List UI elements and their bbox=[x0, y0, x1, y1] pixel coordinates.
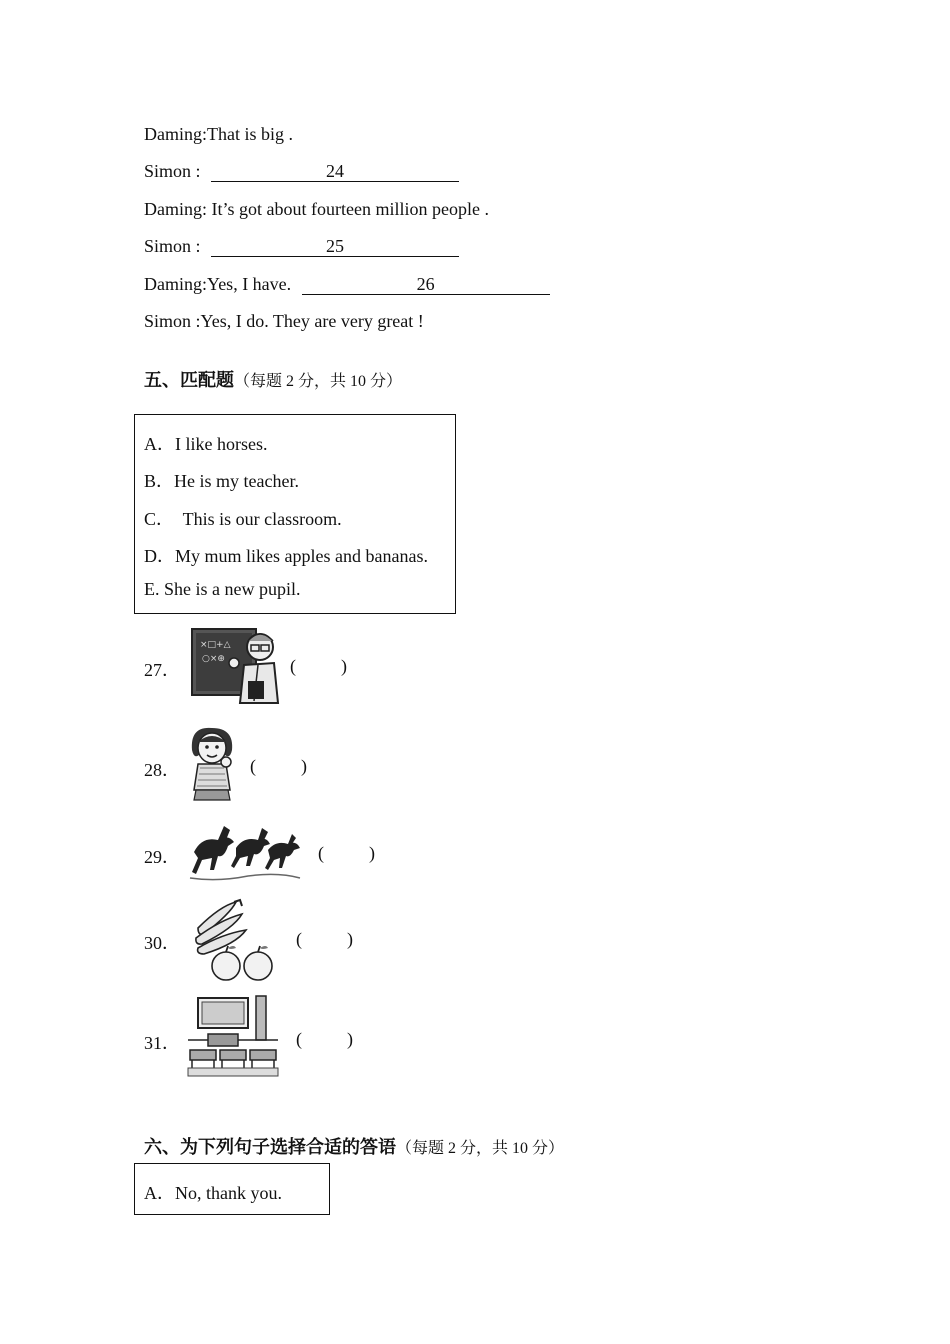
dialogue-text: Yes, I have. bbox=[207, 274, 292, 294]
option-e: E. She is a new pupil. bbox=[144, 579, 301, 599]
speaker: Simon : bbox=[144, 311, 201, 331]
section-five-heading bbox=[144, 366, 402, 392]
speaker: Simon : bbox=[144, 236, 201, 256]
dialogue-text: That is big . bbox=[207, 124, 293, 144]
section-score: （每题 2 分，共 10 分） bbox=[234, 373, 403, 390]
item-number-27: 27． bbox=[144, 660, 180, 680]
svg-text:×□+△: ×□+△ bbox=[200, 640, 231, 650]
section-score: （每题 2 分，共 10 分） bbox=[396, 1140, 565, 1157]
option-b: B．He is my teacher. bbox=[144, 471, 299, 491]
item-number-29: 29． bbox=[144, 847, 180, 867]
answer-blank-25[interactable]: 25 bbox=[211, 237, 459, 257]
section-six-heading bbox=[144, 1133, 564, 1159]
option-a: A．I like horses. bbox=[144, 434, 268, 454]
item-number-28: 28． bbox=[144, 760, 180, 780]
answer-paren-30[interactable]: ( ) bbox=[296, 929, 353, 949]
running-horses-icon bbox=[188, 818, 303, 889]
speaker: Daming: bbox=[144, 124, 207, 144]
dialogue-line-4 bbox=[144, 236, 459, 257]
section-title: 六、为下列句子选择合适的答语 bbox=[144, 1137, 396, 1157]
speaker: Daming: bbox=[144, 274, 207, 294]
dialogue-line-1 bbox=[144, 124, 293, 145]
answer-paren-28[interactable]: ( ) bbox=[250, 756, 307, 776]
answer-blank-26[interactable]: 26 bbox=[302, 275, 550, 295]
section-title: 五、匹配题 bbox=[144, 370, 234, 390]
option-c: C． This is our classroom. bbox=[144, 509, 342, 529]
option-a: A．No, thank you. bbox=[144, 1183, 282, 1203]
item-number-31: 31． bbox=[144, 1033, 180, 1053]
teacher-at-blackboard-icon bbox=[188, 625, 280, 710]
speaker: Simon : bbox=[144, 161, 201, 181]
svg-text:○×⊕: ○×⊕ bbox=[202, 654, 225, 664]
dialogue-line-5 bbox=[144, 274, 550, 295]
dialogue-line-6 bbox=[144, 311, 424, 332]
classroom-icon bbox=[186, 994, 280, 1085]
dialogue-text: It’s got about fourteen million people . bbox=[211, 199, 489, 219]
answer-paren-31[interactable]: ( ) bbox=[296, 1029, 353, 1049]
bananas-and-apples-icon bbox=[190, 898, 280, 987]
dialogue-line-2 bbox=[144, 161, 459, 182]
option-d: D．My mum likes apples and bananas. bbox=[144, 546, 428, 566]
item-number-30: 30． bbox=[144, 933, 180, 953]
girl-pupil-icon bbox=[186, 724, 238, 809]
answer-blank-24[interactable]: 24 bbox=[211, 162, 459, 182]
answer-paren-29[interactable]: ( ) bbox=[318, 843, 375, 863]
speaker: Daming: bbox=[144, 199, 207, 219]
dialogue-text: Yes, I do. They are very great ! bbox=[200, 311, 424, 331]
dialogue-line-3 bbox=[144, 199, 489, 220]
answer-paren-27[interactable]: ( ) bbox=[290, 656, 347, 676]
